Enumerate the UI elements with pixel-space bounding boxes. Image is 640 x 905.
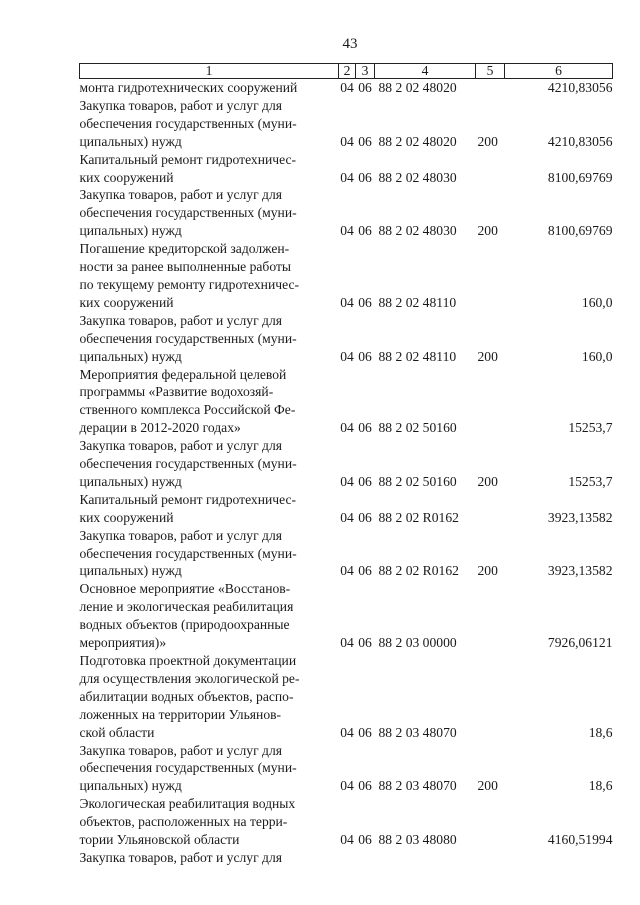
- row-code: 88 2 02 48110: [378, 348, 457, 364]
- page-number: 43: [342, 36, 358, 52]
- row-name-line: Закупка товаров, работ и услуг для: [79, 97, 283, 113]
- row-name-line: Капитальный ремонт гидротехничес-: [79, 491, 297, 507]
- row-name: [80, 97, 339, 151]
- header-col-5: 5: [476, 64, 505, 79]
- row-name-line: Мероприятия федеральной целевой: [79, 366, 287, 382]
- row-section: 04: [340, 169, 354, 185]
- header-col-4: 4: [375, 64, 476, 79]
- row-subsection: 06: [358, 420, 372, 436]
- row-name-line: монта гидротехнических сооружений: [79, 80, 298, 95]
- row-name-line: ких сооружений: [79, 294, 174, 310]
- row-amount: 8100,69769: [547, 169, 613, 185]
- row-name-line: Экологическая реабилитация водных: [79, 796, 296, 812]
- row-section: 04: [340, 635, 354, 651]
- row-section: 04: [340, 509, 354, 525]
- row-name-line: абилитации водных объектов, распо-: [79, 688, 294, 704]
- row-subsection: 06: [358, 832, 372, 848]
- table-row: [80, 580, 613, 652]
- table-row: [80, 240, 613, 312]
- table-row: [80, 742, 613, 796]
- table-row: [80, 795, 613, 849]
- row-name-line: Закупка товаров, работ и услуг для: [79, 742, 283, 758]
- row-code: 88 2 02 48030: [378, 223, 457, 239]
- row-section: 04: [340, 420, 354, 436]
- row-subsection: 06: [358, 133, 372, 149]
- row-name-line: для осуществления экологической ре-: [79, 670, 300, 686]
- row-subsection: [356, 849, 375, 867]
- row-section: 04: [340, 473, 354, 489]
- row-code: 88 2 02 50160: [378, 420, 457, 436]
- row-subsection: 06: [358, 778, 372, 794]
- row-expense-type: 200: [477, 563, 498, 579]
- row-name-line: Закупка товаров, работ и услуг для: [79, 312, 283, 328]
- row-amount: 18,6: [588, 778, 613, 794]
- row-name-line: ципальных) нужд: [79, 223, 182, 239]
- row-code: 88 2 02 48030: [378, 169, 457, 185]
- row-amount: 3923,13582: [547, 563, 613, 579]
- row-expense-type: [476, 151, 505, 187]
- row-name-line: обеспечения государственных (муни-: [79, 330, 297, 346]
- row-name-line: Закупка товаров, работ и услуг для: [79, 187, 283, 203]
- budget-table: [79, 63, 613, 867]
- row-name-line: программы «Развитие водохозяй-: [79, 384, 274, 400]
- row-subsection: 06: [358, 348, 372, 364]
- row-name-line: ципальных) нужд: [79, 563, 182, 579]
- row-amount: 15253,7: [568, 473, 613, 489]
- table-row: [80, 97, 613, 151]
- row-amount: 4210,83056: [547, 80, 613, 95]
- row-amount: [505, 849, 613, 867]
- row-name-line: ких сооружений: [79, 169, 174, 185]
- row-name: [80, 240, 339, 312]
- row-subsection: 06: [358, 509, 372, 525]
- row-expense-type: [476, 580, 505, 652]
- row-name-line: Погашение кредиторской задолжен-: [79, 241, 290, 257]
- row-name-line: ности за ранее выполненные работы: [79, 259, 292, 275]
- row-code: 88 2 02 R0162: [378, 509, 459, 525]
- row-subsection: 06: [358, 169, 372, 185]
- row-expense-type: [476, 366, 505, 438]
- row-name-line: Подготовка проектной документации: [79, 653, 297, 668]
- row-expense-type: [476, 491, 505, 527]
- row-amount: 8100,69769: [547, 223, 613, 239]
- header-col-1: 1: [80, 64, 339, 79]
- row-code: 88 2 02 50160: [378, 473, 457, 489]
- row-name-line: обеспечения государственных (муни-: [79, 115, 297, 131]
- row-name-line: Закупка товаров, работ и услуг для: [79, 849, 283, 865]
- row-name: [80, 151, 339, 187]
- header-col-3: 3: [356, 64, 375, 79]
- row-expense-type: [476, 849, 505, 867]
- table-body: [80, 79, 613, 867]
- row-name: [80, 491, 339, 527]
- row-amount: 15253,7: [568, 420, 613, 436]
- row-name-line: обеспечения государственных (муни-: [79, 545, 297, 561]
- row-expense-type: [476, 652, 505, 742]
- row-code: 88 2 02 48020: [378, 133, 457, 149]
- row-name-line: по текущему ремонту гидротехничес-: [79, 276, 300, 292]
- row-name-line: Капитальный ремонт гидротехничес-: [79, 151, 297, 167]
- row-subsection: 06: [358, 80, 372, 95]
- row-code: 88 2 03 48080: [378, 832, 457, 848]
- row-name: [80, 849, 339, 867]
- row-name: [80, 795, 339, 849]
- row-name-line: водных объектов (природоохранные: [79, 617, 290, 633]
- row-name: [80, 312, 339, 366]
- row-name: [80, 186, 339, 240]
- row-name: [80, 652, 339, 742]
- row-expense-type: 200: [477, 778, 498, 794]
- row-expense-type: 200: [477, 348, 498, 364]
- row-section: 04: [340, 563, 354, 579]
- header-col-2: 2: [339, 64, 356, 79]
- row-name-line: мероприятия)»: [79, 635, 167, 651]
- row-code: 88 2 03 48070: [378, 724, 457, 740]
- row-amount: 3923,13582: [547, 509, 613, 525]
- row-amount: 4160,51994: [547, 832, 613, 848]
- table-row: [80, 79, 613, 97]
- row-section: 04: [340, 778, 354, 794]
- table-row: [80, 312, 613, 366]
- header-col-6: 6: [505, 64, 613, 79]
- row-name: [80, 79, 339, 97]
- table-row: [80, 151, 613, 187]
- row-expense-type: [476, 79, 505, 97]
- row-name-line: ципальных) нужд: [79, 133, 182, 149]
- row-name-line: ких сооружений: [79, 509, 174, 525]
- row-name-line: ципальных) нужд: [79, 778, 182, 794]
- row-name: [80, 580, 339, 652]
- row-name-line: обеспечения государственных (муни-: [79, 205, 297, 221]
- row-name-line: тории Ульяновской области: [79, 832, 240, 848]
- row-subsection: 06: [358, 294, 372, 310]
- row-name-line: ление и экологическая реабилитация: [79, 599, 294, 615]
- row-expense-type: [476, 240, 505, 312]
- row-code: 88 2 02 48110: [378, 294, 457, 310]
- row-name-line: дерации в 2012-2020 годах»: [79, 420, 241, 436]
- row-code: 88 2 03 00000: [378, 635, 457, 651]
- row-amount: 18,6: [588, 724, 613, 740]
- row-amount: 160,0: [581, 348, 613, 364]
- table-row: [80, 366, 613, 438]
- row-subsection: 06: [358, 473, 372, 489]
- table-row: [80, 437, 613, 491]
- table-row: [80, 652, 613, 742]
- row-expense-type: 200: [477, 133, 498, 149]
- row-name-line: ципальных) нужд: [79, 473, 182, 489]
- row-section: 04: [340, 348, 354, 364]
- row-section: 04: [340, 724, 354, 740]
- row-name-line: обеспечения государственных (муни-: [79, 760, 297, 776]
- row-expense-type: 200: [477, 223, 498, 239]
- row-subsection: 06: [358, 563, 372, 579]
- table-row: [80, 849, 613, 867]
- row-section: 04: [340, 133, 354, 149]
- row-subsection: 06: [358, 223, 372, 239]
- row-name-line: ской области: [79, 724, 155, 740]
- row-amount: 4210,83056: [547, 133, 613, 149]
- row-expense-type: 200: [477, 473, 498, 489]
- row-section: [339, 849, 356, 867]
- table-row: [80, 491, 613, 527]
- row-section: 04: [340, 832, 354, 848]
- row-subsection: 06: [358, 724, 372, 740]
- table-row: [80, 527, 613, 581]
- row-name: [80, 527, 339, 581]
- row-section: 04: [340, 294, 354, 310]
- row-section: 04: [340, 223, 354, 239]
- row-name-line: ложенных на территории Ульянов-: [79, 706, 282, 722]
- row-code: 88 2 03 48070: [378, 778, 457, 794]
- row-name: [80, 366, 339, 438]
- table-row: [80, 186, 613, 240]
- row-name-line: обеспечения государственных (муни-: [79, 456, 297, 472]
- row-subsection: 06: [358, 635, 372, 651]
- row-name-line: Закупка товаров, работ и услуг для: [79, 438, 283, 454]
- row-expense-type: [476, 795, 505, 849]
- row-name-line: ципальных) нужд: [79, 348, 182, 364]
- row-code: 88 2 02 R0162: [378, 563, 459, 579]
- row-name-line: ственного комплекса Российской Фе-: [79, 402, 296, 418]
- row-code: [375, 849, 476, 867]
- row-code: 88 2 02 48020: [378, 80, 457, 95]
- row-amount: 7926,06121: [547, 635, 613, 651]
- row-name: [80, 437, 339, 491]
- row-name: [80, 742, 339, 796]
- row-name-line: Закупка товаров, работ и услуг для: [79, 527, 283, 543]
- row-section: 04: [340, 80, 354, 95]
- row-name-line: объектов, расположенных на терри-: [79, 814, 288, 830]
- header-row: [80, 64, 613, 79]
- row-amount: 160,0: [581, 294, 613, 310]
- row-name-line: Основное мероприятие «Восстанов-: [79, 581, 291, 597]
